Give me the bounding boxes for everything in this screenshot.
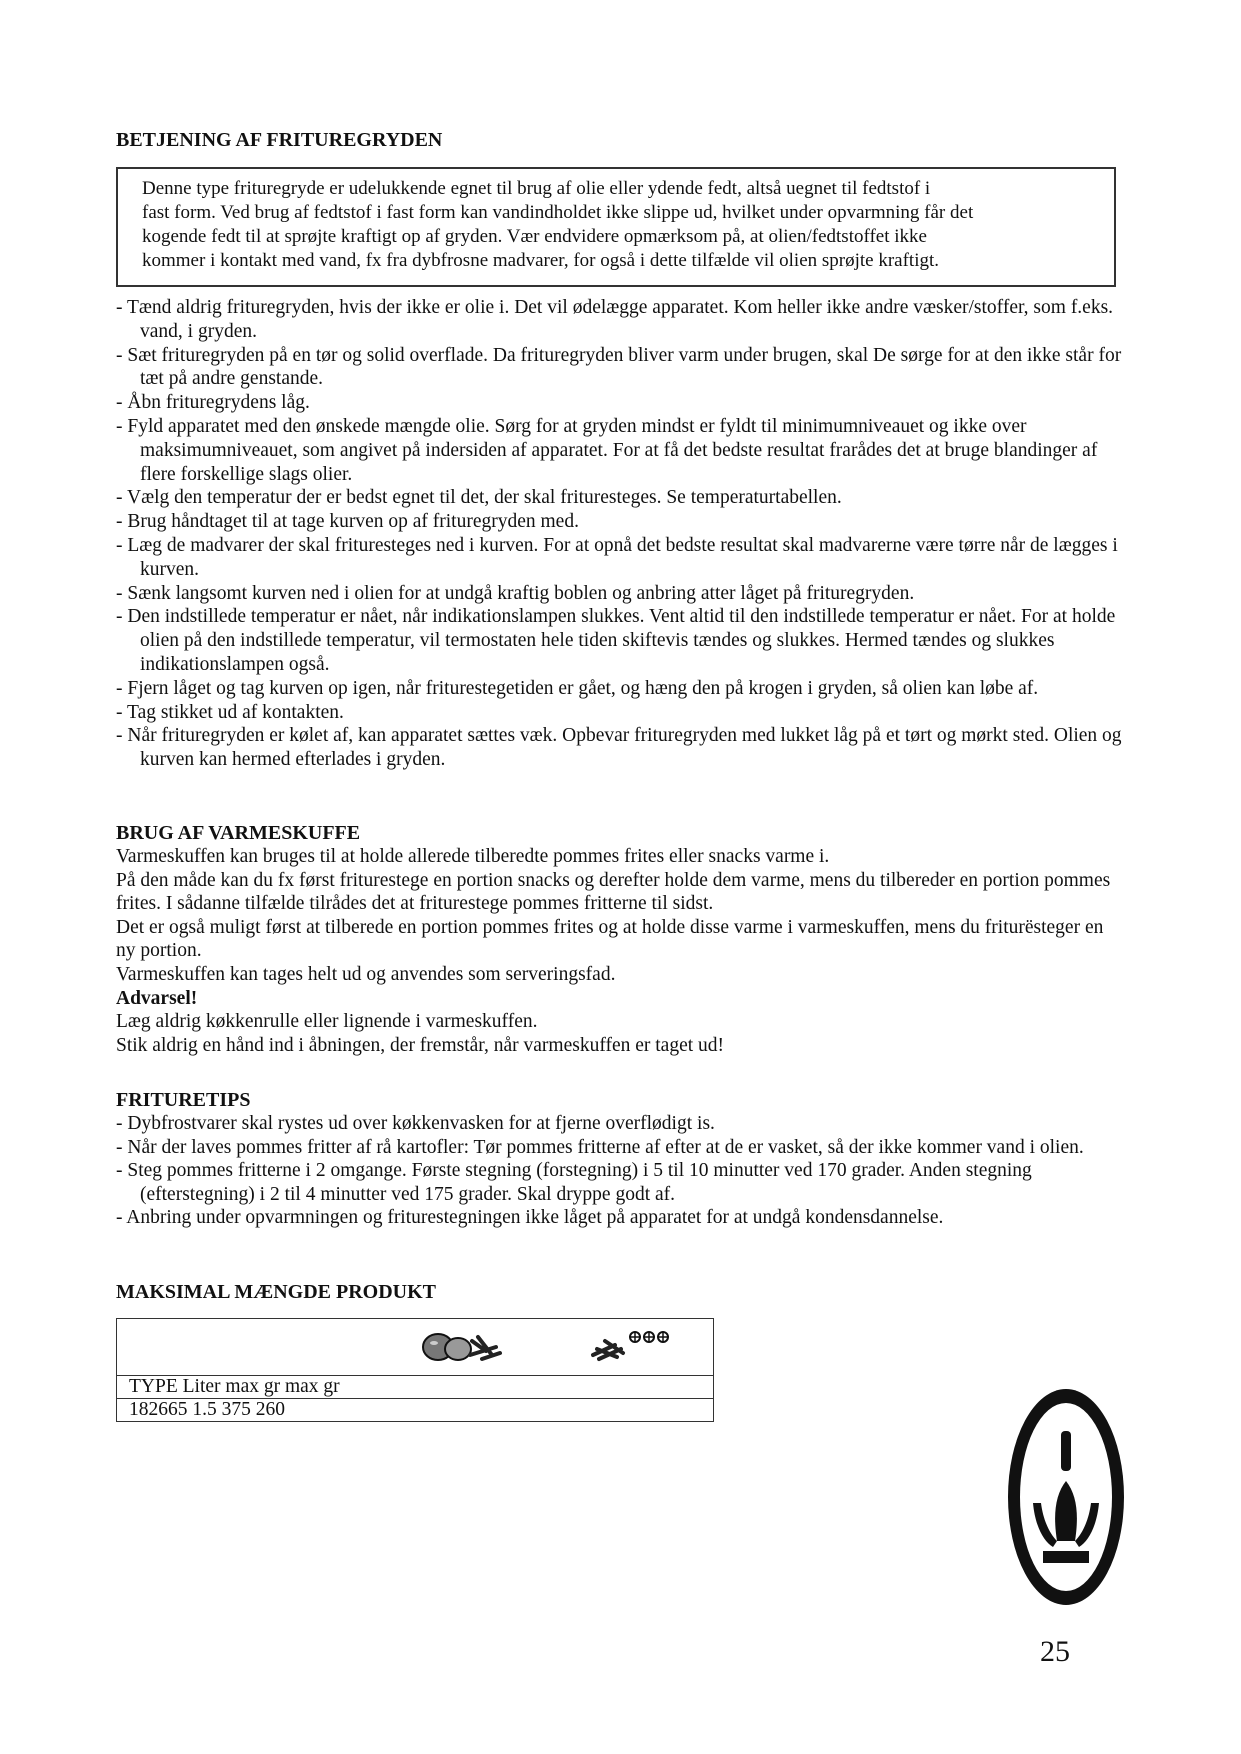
paragraph: Varmeskuffen kan tages helt ud og anvendes som serveringsfad.	[116, 963, 616, 985]
paragraph: Varmeskuffen kan bruges til at holde allerede tilberedte pommes frites eller snacks varme i.	[116, 846, 830, 867]
list-item: - Åbn frituregrydens låg.	[116, 392, 310, 414]
warming-drawer-title: BRUG AF VARMESKUFFE	[116, 822, 361, 844]
list-item: - Tag stikket ud af kontakten.	[116, 701, 344, 723]
tips-section	[116, 1088, 1126, 1230]
list-item: - Steg pommes fritterne i 2 omgange. Første stegning (forstegning) i 5 til 10 minutter ved 170 grader. Anden stegning (efterstegning) i 2 til 4 minutter ved 175 grader. Skal dryppe godt af.	[116, 1160, 1032, 1205]
list-item: - Vælg den temperatur der er bedst egnet til det, der skal frituresteges. Se temperaturtabellen.	[116, 487, 842, 509]
brand-logo-icon	[1005, 1385, 1127, 1609]
table-row: TYPE Liter max gr max gr	[117, 1376, 714, 1399]
frozen-fries-icon	[587, 1319, 697, 1375]
table-row: 182665 1.5 375 260	[117, 1399, 714, 1422]
list-item: - Brug håndtaget til at tage kurven op af frituregryden med.	[116, 511, 579, 533]
max-quantity-table	[116, 1318, 714, 1422]
page-number: 25	[1040, 1635, 1070, 1668]
notice-line: kommer i kontakt med vand, fx fra dybfrosne madvarer, for også i dette tilfælde vil olien sprøjte kraftigt.	[142, 250, 940, 271]
list-item: - Anbring under opvarmningen og friturestegningen ikke låget på apparatet for at undgå kondensdannelse.	[116, 1207, 944, 1229]
list-item: - Den indstillede temperatur er nået, når indikationslampen slukkes. Vent altid til den indstillede temperatur er nået. For at holde olien på den indstillede temperatur, vil termostaten hele tiden skiftevis tændes og slukkes. Hermed tændes og slukkes indikationslampen også.	[116, 606, 1116, 675]
list-item: - Sæt frituregryden på en tør og solid overflade. Da frituregryden bliver varm under brugen, skal De sørge for at den ikke står for tæt på andre genstande.	[116, 344, 1122, 390]
warning-text: Læg aldrig køkkenrulle eller lignende i varmeskuffen.	[116, 1011, 538, 1033]
list-item: - Fjern låget og tag kurven op igen, når friturestegetiden er gået, og hæng den på krogen i gryden, så olien kan løbe af.	[116, 677, 1039, 699]
list-item: - Sænk langsomt kurven ned i olien for at undgå kraftig boblen og anbring atter låget på frituregryden.	[116, 582, 915, 604]
tips-title: FRITURETIPS	[116, 1089, 251, 1111]
list-item: - Fyld apparatet med den ønskede mængde olie. Sørg for at gryden mindst er fyldt til minimumniveauet og ikke over maksimumniveauet, som angivet på indersiden af apparatet. For at få det bedste resultat frarådes det at bruge blandinger af flere forskellige slags olier.	[116, 415, 1098, 485]
list-item: - Dybfrostvarer skal rystes ud over køkkenvasken for at fjerne overflødigt is.	[116, 1113, 715, 1134]
icon-row	[117, 1319, 714, 1376]
paragraph: På den måde kan du fx først friturestege en portion snacks og derefter holde dem varme, mens du tilbereder en portion pommes frites. I sådanne tilfælde tilrådes det at friturestege pommes fritterne til sidst.	[116, 869, 1111, 915]
list-item: - Når der laves pommes fritter af rå kartofler: Tør pommes fritterne af efter at de er vasket, så der ikke kommer vand i olien.	[116, 1136, 1084, 1158]
tips-list	[116, 1112, 1126, 1230]
warning-title: Advarsel!	[116, 987, 198, 1009]
notice-line: kogende fedt til at sprøjte kraftigt op af gryden. Vær endvidere opmærksom på, at olien/fedtstoffet ikke	[142, 226, 927, 247]
notice-line: Denne type frituregryde er udelukkende egnet til brug af olie eller ydende fedt, altså uegnet til fedtstof i	[142, 178, 931, 199]
list-item: - Læg de madvarer der skal frituresteges ned i kurven. For at opnå det bedste resultat skal madvarerne være tørre når de lægges i kurven.	[116, 534, 1118, 580]
operation-steps	[116, 296, 1126, 772]
notice-line: fast form. Ved brug af fedtstof i fast form kan vandindholdet ikke slippe ud, hvilket under opvarmning får det	[142, 202, 974, 223]
operation-title: BETJENING AF FRITUREGRYDEN	[116, 129, 443, 151]
list-item: - Når frituregryden er kølet af, kan apparatet sættes væk. Opbevar frituregryden med lukket låg på et tørt og mørkt sted. Olien og kurven kan hermed efterlades i gryden.	[116, 725, 1122, 771]
paragraph: Det er også muligt først at tilberede en portion pommes frites og at holde disse varme i varmeskuffen, mens du friturësteger en ny portion.	[116, 916, 1104, 962]
max-table-title: MAKSIMAL MÆNGDE PRODUKT	[116, 1281, 436, 1303]
list-item: - Tænd aldrig frituregryden, hvis der ikke er olie i. Det vil ødelægge apparatet. Kom heller ikke andre væsker/stoffer, som f.eks. vand, i gryden.	[116, 297, 1114, 342]
warning-text: Stik aldrig en hånd ind i åbningen, der fremstår, når varmeskuffen er taget ud!	[116, 1034, 725, 1056]
warming-drawer-section	[116, 821, 1126, 1057]
notice-box	[116, 167, 1116, 287]
